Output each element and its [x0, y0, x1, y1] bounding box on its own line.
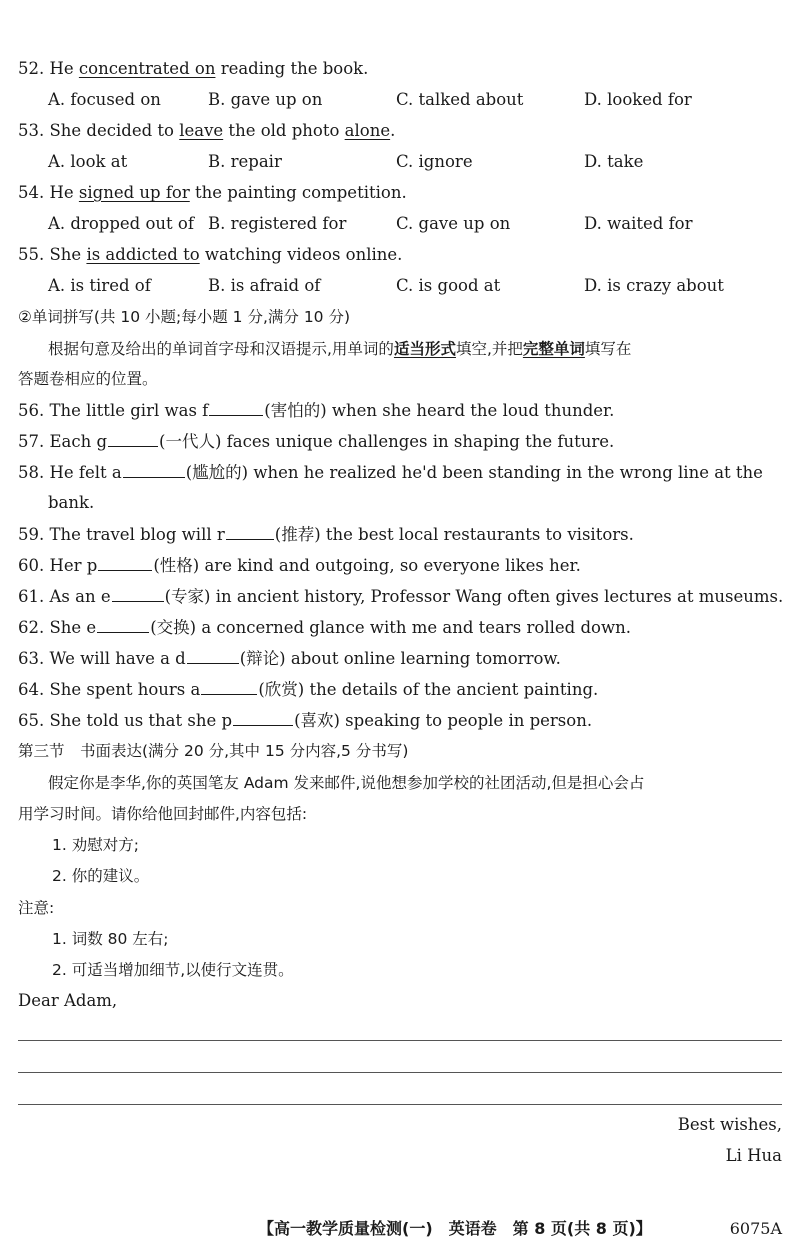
question-54: 54. He signed up for the painting competition.: [18, 183, 407, 202]
question-58: 58. He felt a (尴尬的) when he realized he'd been standing in the wrong line at the: [18, 463, 763, 482]
answer-blank[interactable]: [226, 523, 274, 540]
signature: Li Hua: [725, 1146, 782, 1165]
spelling-instructions: 根据句意及给出的单词首字母和汉语提示,用单词的适当形式填空,并把完整单词填写在: [48, 340, 632, 358]
note-1: 1. 词数 80 左右;: [52, 930, 169, 948]
answer-blank[interactable]: [233, 709, 293, 726]
section-heading-writing: 第三节 书面表达(满分 20 分,其中 15 分内容,5 分书写): [18, 742, 409, 760]
question-64: 64. She spent hours a (欣赏) the details of the ancient painting.: [18, 680, 599, 699]
question-57: 57. Each g (一代人) faces unique challenges in shaping the future.: [18, 432, 615, 451]
salutation: Dear Adam,: [18, 991, 118, 1010]
underlined-word: alone: [344, 121, 391, 140]
underlined-phrase: is addicted to: [86, 245, 200, 264]
writing-prompt: 假定你是李华,你的英国笔友 Adam 发来邮件,说他想参加学校的社团活动,但是担心会占: [48, 774, 645, 792]
question-60: 60. Her p (性格) are kind and outgoing, so everyone likes her.: [18, 556, 581, 575]
spelling-instructions-cont: 答题卷相应的位置。: [18, 370, 158, 388]
question-52: 52. He concentrated on reading the book.: [18, 59, 369, 78]
option-d: D. is crazy about: [584, 276, 724, 295]
answer-blank[interactable]: [187, 647, 239, 664]
writing-point-1: 1. 劝慰对方;: [52, 836, 139, 854]
answer-blank[interactable]: [209, 399, 263, 416]
writing-line[interactable]: [18, 1040, 782, 1041]
answer-blank[interactable]: [98, 554, 152, 571]
option-a: A. dropped out of: [48, 214, 194, 233]
question-61: 61. As an e (专家) in ancient history, Professor Wang often gives lectures at museums.: [18, 587, 784, 606]
option-b: B. registered for: [208, 214, 347, 233]
question-59: 59. The travel blog will r (推荐) the best local restaurants to visitors.: [18, 525, 634, 544]
writing-line[interactable]: [18, 1104, 782, 1105]
answer-blank[interactable]: [108, 430, 158, 447]
writing-line[interactable]: [18, 1072, 782, 1073]
option-a: A. focused on: [48, 90, 161, 109]
option-a: A. is tired of: [48, 276, 151, 295]
section-heading-spelling: ②单词拼写(共 10 小题;每小题 1 分,满分 10 分): [18, 308, 351, 326]
underlined-word: leave: [179, 121, 224, 140]
option-c: C. is good at: [396, 276, 501, 295]
question-62: 62. She e (交换) a concerned glance with me and tears rolled down.: [18, 618, 631, 637]
question-55: 55. She is addicted to watching videos online.: [18, 245, 403, 264]
answer-blank[interactable]: [123, 461, 185, 478]
question-65: 65. She told us that she p (喜欢) speaking to people in person.: [18, 711, 593, 730]
answer-blank[interactable]: [97, 616, 149, 633]
question-63: 63. We will have a d (辩论) about online learning tomorrow.: [18, 649, 561, 668]
writing-point-2: 2. 你的建议。: [52, 867, 150, 885]
closing: Best wishes,: [677, 1115, 782, 1134]
option-c: C. talked about: [396, 90, 524, 109]
question-58-cont: bank.: [48, 493, 95, 512]
note-label: 注意:: [18, 899, 55, 917]
option-a: A. look at: [48, 152, 128, 171]
footer-code: 6075A: [729, 1219, 782, 1238]
question-53: 53. She decided to leave the old photo alone.: [18, 121, 396, 140]
option-d: D. looked for: [584, 90, 692, 109]
option-b: B. is afraid of: [208, 276, 321, 295]
question-56: 56. The little girl was f (害怕的) when she heard the loud thunder.: [18, 401, 615, 420]
option-d: D. take: [584, 152, 644, 171]
option-b: B. repair: [208, 152, 282, 171]
answer-blank[interactable]: [201, 678, 257, 695]
underlined-phrase: concentrated on: [78, 59, 216, 78]
option-b: B. gave up on: [208, 90, 323, 109]
option-d: D. waited for: [584, 214, 693, 233]
note-2: 2. 可适当增加细节,以使行文连贯。: [52, 961, 294, 979]
option-c: C. gave up on: [396, 214, 511, 233]
writing-prompt-cont: 用学习时间。请你给他回封邮件,内容包括:: [18, 805, 308, 823]
footer-title: 【高一教学质量检测(一) 英语卷 第 8 页(共 8 页)】: [258, 1219, 652, 1238]
underlined-phrase: signed up for: [78, 183, 190, 202]
answer-blank[interactable]: [112, 585, 164, 602]
option-c: C. ignore: [396, 152, 473, 171]
